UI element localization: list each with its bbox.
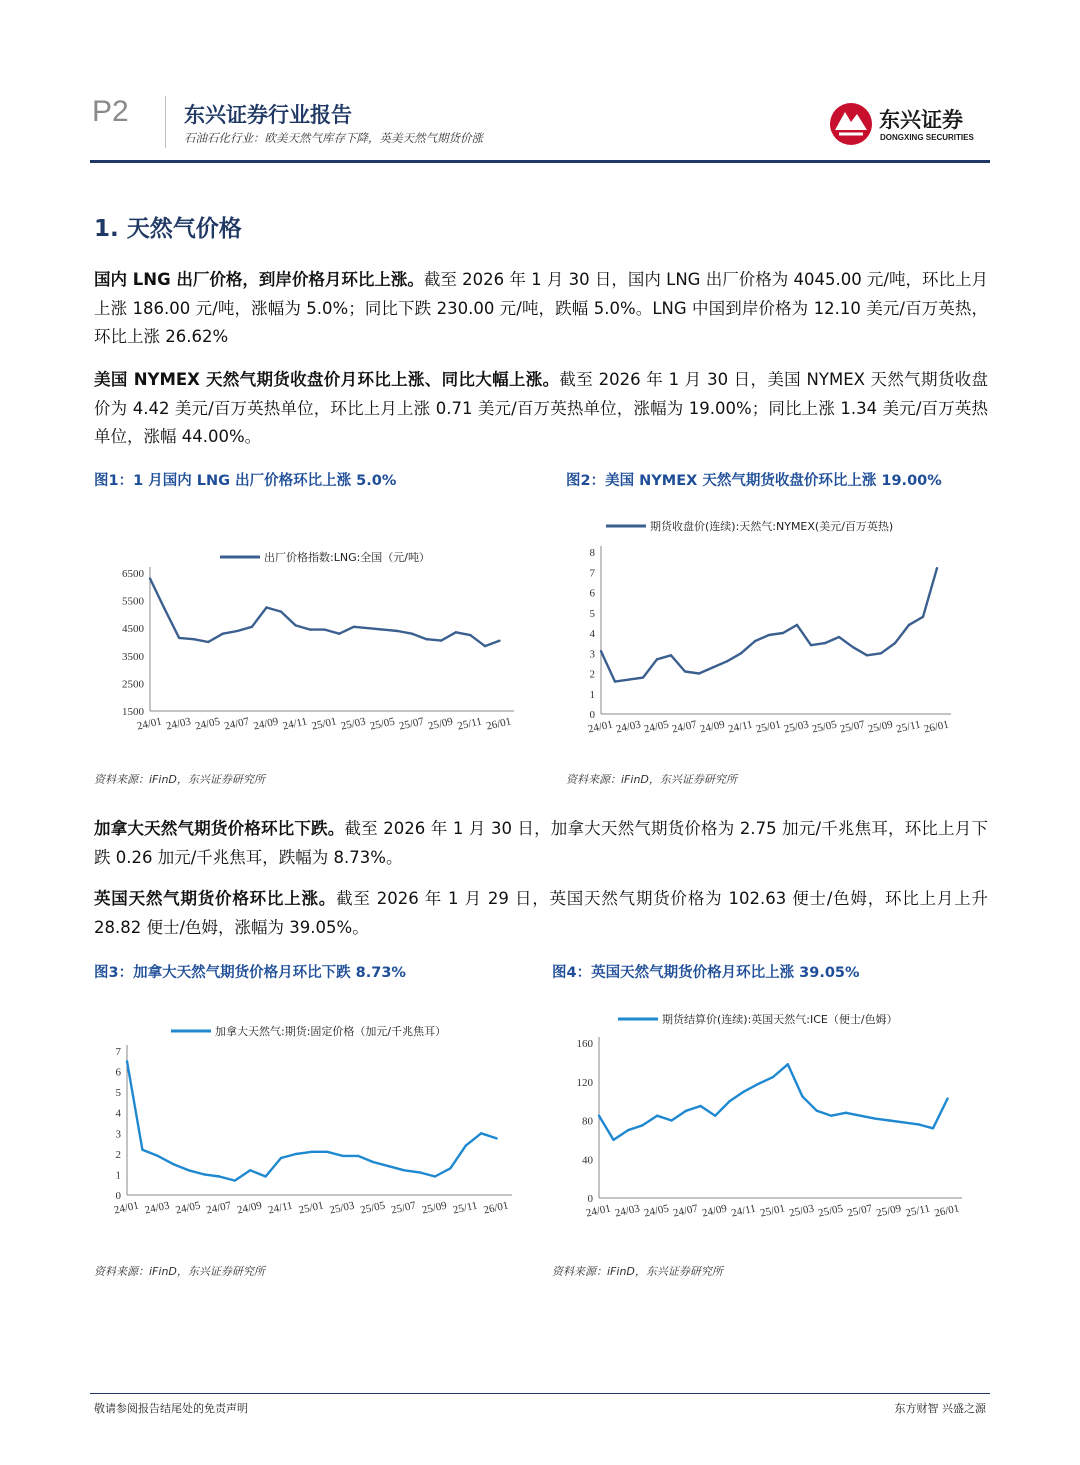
- data-point: [810, 644, 812, 646]
- x-tick-label: 24/05: [642, 1202, 670, 1220]
- data-point: [908, 624, 910, 626]
- x-tick-label: 24/01: [584, 1202, 612, 1220]
- data-point: [782, 632, 784, 634]
- x-tick-label: 25/01: [310, 715, 338, 733]
- data-point: [163, 608, 165, 610]
- data-point: [768, 634, 770, 636]
- data-point: [684, 670, 686, 672]
- legend-label: 期货收盘价(连续):天然气:NYMEX(美元/百万英热): [650, 520, 894, 533]
- y-tick-label: 4500: [122, 623, 144, 636]
- data-point: [627, 1129, 629, 1131]
- data-point: [172, 1163, 174, 1165]
- y-tick-label: 2: [115, 1148, 121, 1161]
- data-point: [126, 1060, 128, 1062]
- x-tick-label: 24/09: [236, 1199, 264, 1217]
- series-line: [601, 568, 937, 681]
- x-tick-label: 25/01: [759, 1202, 787, 1220]
- data-point: [874, 1117, 876, 1119]
- data-point: [495, 1137, 497, 1139]
- data-point: [787, 1063, 789, 1065]
- data-point: [614, 680, 616, 682]
- paragraph-body: 截至 2026 年 1 月 30 日，加拿大天然气期货价格为 2.75 加元/千兆焦耳，环比上月下跌 0.26 加元/千兆焦耳，跌幅为 8.73%。: [94, 819, 989, 867]
- data-point: [388, 1165, 390, 1167]
- x-tick-label: 25/09: [875, 1202, 903, 1220]
- data-point: [670, 654, 672, 656]
- data-point: [280, 1157, 282, 1159]
- data-point: [295, 1153, 297, 1155]
- data-point: [600, 650, 602, 652]
- x-tick-label: 25/07: [390, 1199, 418, 1217]
- y-tick-label: 2: [589, 668, 595, 681]
- data-point: [743, 1090, 745, 1092]
- data-point: [740, 652, 742, 654]
- data-point: [203, 1173, 205, 1175]
- data-point: [728, 1100, 730, 1102]
- data-point: [480, 1132, 482, 1134]
- chart-uk-price: [552, 1005, 992, 1240]
- chart-canada-price: [94, 1015, 534, 1240]
- y-tick-label: 7: [589, 567, 595, 580]
- data-point: [498, 640, 500, 642]
- data-point: [932, 1127, 934, 1129]
- y-tick-label: 5: [589, 607, 595, 620]
- paragraph-nymex: [94, 366, 988, 452]
- x-tick-label: 24/09: [252, 715, 280, 733]
- x-tick-label: 24/11: [730, 1202, 757, 1220]
- data-point: [207, 641, 209, 643]
- x-tick-label: 26/01: [933, 1202, 961, 1220]
- data-point: [656, 658, 658, 660]
- data-point: [714, 1114, 716, 1116]
- x-tick-label: 25/05: [810, 718, 838, 736]
- x-tick-label: 24/09: [701, 1202, 729, 1220]
- data-point: [484, 645, 486, 647]
- x-tick-label: 24/11: [281, 715, 309, 733]
- data-point: [449, 1167, 451, 1169]
- paragraph-uk: [94, 885, 988, 942]
- y-tick-label: 2500: [122, 678, 144, 691]
- data-point: [418, 1171, 420, 1173]
- data-point: [341, 1155, 343, 1157]
- figure-4-title: 图4：英国天然气期货价格月环比上涨 39.05%: [552, 965, 860, 981]
- data-point: [264, 1175, 266, 1177]
- data-point: [149, 577, 151, 579]
- data-point: [372, 1161, 374, 1163]
- report-title: 东兴证券行业报告: [184, 103, 352, 127]
- figure-4-source: 资料来源：iFinD，东兴证券研究所: [552, 1265, 723, 1278]
- logo-cn-text: 东兴证券: [879, 108, 963, 132]
- x-tick-label: 24/01: [112, 1199, 140, 1217]
- series-line: [599, 1064, 948, 1140]
- legend-label: 加拿大天然气:期货:固定价格（加元/千兆焦耳）: [215, 1025, 447, 1038]
- x-tick-label: 25/09: [427, 715, 455, 733]
- data-point: [178, 637, 180, 639]
- data-point: [249, 1169, 251, 1171]
- y-tick-label: 0: [587, 1193, 593, 1205]
- data-point: [598, 1114, 600, 1116]
- figure-3-source: 资料来源：iFinD，东兴证券研究所: [94, 1265, 265, 1278]
- y-tick-label: 4: [589, 628, 595, 640]
- paragraph-body: 截至 2026 年 1 月 30 日，美国 NYMEX 天然气期货收盘价为 4.42 美元/百万英热单位，环比上月上涨 0.71 美元/百万英热单位，涨幅为 19.00%；同比上涨 1.34 美元/百万英热单位，涨幅 44.00%。: [94, 370, 988, 446]
- data-point: [670, 1119, 672, 1121]
- legend-label: 期货结算价(连续):英国天然气:ICE（便士/色姆）: [662, 1013, 898, 1026]
- company-logo: [829, 100, 989, 148]
- paragraph-lead: 美国 NYMEX 天然气期货收盘价月环比上涨、同比大幅上涨。: [94, 370, 560, 389]
- data-point: [946, 1097, 948, 1099]
- data-point: [280, 610, 282, 612]
- x-tick-label: 25/01: [297, 1199, 325, 1217]
- y-tick-label: 3500: [122, 650, 144, 663]
- data-point: [726, 660, 728, 662]
- data-point: [936, 567, 938, 569]
- x-tick-label: 25/03: [339, 715, 367, 733]
- data-point: [866, 654, 868, 656]
- x-tick-label: 26/01: [482, 1199, 510, 1217]
- figure-1-title: 图1：1 月国内 LNG 出厂价格环比上涨 5.0%: [94, 473, 397, 489]
- data-point: [294, 624, 296, 626]
- legend-label: 出厂价格指数:LNG:全国（元/吨）: [264, 551, 430, 564]
- x-tick-label: 24/03: [614, 718, 642, 736]
- data-point: [367, 627, 369, 629]
- series-line: [127, 1061, 497, 1180]
- data-point: [309, 628, 311, 630]
- data-point: [699, 1105, 701, 1107]
- data-point: [338, 633, 340, 635]
- data-point: [222, 633, 224, 635]
- data-point: [425, 638, 427, 640]
- data-point: [830, 1114, 832, 1116]
- data-point: [187, 1169, 189, 1171]
- paragraph-canada: [94, 815, 988, 872]
- x-tick-label: 24/07: [223, 715, 251, 733]
- x-tick-label: 24/01: [135, 715, 163, 733]
- data-point: [859, 1114, 861, 1116]
- x-tick-label: 25/03: [788, 1202, 816, 1220]
- data-point: [698, 672, 700, 674]
- x-tick-label: 25/11: [456, 715, 484, 733]
- data-point: [434, 1175, 436, 1177]
- chart-lng-price: [94, 535, 534, 750]
- x-tick-label: 24/07: [670, 718, 698, 736]
- x-tick-label: 24/11: [727, 718, 754, 736]
- data-point: [234, 1179, 236, 1181]
- footer-slogan: 东方财智 兴盛之源: [894, 1402, 986, 1415]
- data-point: [141, 1149, 143, 1151]
- figure-3-title: 图3：加拿大天然气期货价格月环比下跌 8.73%: [94, 965, 406, 981]
- x-tick-label: 24/03: [613, 1202, 641, 1220]
- paragraph-lead: 加拿大天然气期货价格环比下跌。: [94, 819, 345, 838]
- x-tick-label: 25/05: [817, 1202, 845, 1220]
- data-point: [816, 1110, 818, 1112]
- data-point: [265, 606, 267, 608]
- x-tick-label: 26/01: [485, 715, 513, 733]
- data-point: [801, 1095, 803, 1097]
- data-point: [440, 639, 442, 641]
- logo-en-text: DONGXING SECURITIES: [880, 133, 974, 142]
- data-point: [796, 624, 798, 626]
- y-tick-label: 6: [115, 1066, 121, 1079]
- data-point: [357, 1155, 359, 1157]
- data-point: [888, 1119, 890, 1121]
- x-tick-label: 25/07: [846, 1202, 874, 1220]
- report-subtitle: 石油石化行业：欧美天然气库存下降，英美天然气期货价涨: [184, 131, 483, 145]
- y-tick-label: 0: [115, 1190, 121, 1202]
- data-point: [880, 652, 882, 654]
- data-point: [311, 1151, 313, 1153]
- y-tick-label: 120: [576, 1076, 593, 1089]
- data-point: [852, 646, 854, 648]
- x-tick-label: 25/01: [754, 718, 782, 736]
- page-number: P2: [92, 95, 129, 128]
- y-tick-label: 4: [115, 1107, 121, 1120]
- y-tick-label: 7: [115, 1046, 121, 1058]
- paragraph-body: 截至 2026 年 1 月 30 日，国内 LNG 出厂价格为 4045.00 元/吨，环比上月上涨 186.00 元/吨，涨幅为 5.0%；同比下跌 230.00 元/吨，跌幅 5.0%。LNG 中国到岸价格为 12.10 美元/百万英热，环比上涨 26.62%: [94, 270, 989, 346]
- footer-rule: [90, 1393, 990, 1394]
- x-tick-label: 25/09: [420, 1199, 448, 1217]
- data-point: [754, 640, 756, 642]
- y-tick-label: 5500: [122, 595, 144, 608]
- data-point: [772, 1076, 774, 1078]
- data-point: [326, 1151, 328, 1153]
- data-point: [218, 1175, 220, 1177]
- data-point: [382, 628, 384, 630]
- data-point: [396, 630, 398, 632]
- data-point: [403, 1169, 405, 1171]
- data-point: [894, 642, 896, 644]
- y-tick-label: 6: [589, 587, 595, 600]
- chart-nymex-price: [566, 510, 991, 750]
- data-point: [455, 631, 457, 633]
- data-point: [469, 634, 471, 636]
- data-point: [612, 1139, 614, 1141]
- data-point: [353, 626, 355, 628]
- x-tick-label: 25/03: [782, 718, 810, 736]
- data-point: [324, 628, 326, 630]
- data-point: [758, 1082, 760, 1084]
- data-point: [838, 636, 840, 638]
- x-tick-label: 26/01: [922, 718, 950, 736]
- paragraph-lead: 英国天然气期货价格环比上涨。: [94, 889, 337, 908]
- x-tick-label: 24/05: [174, 1199, 202, 1217]
- figure-1-source: 资料来源：iFinD，东兴证券研究所: [94, 773, 265, 786]
- y-tick-label: 0: [589, 709, 595, 721]
- x-tick-label: 25/05: [368, 715, 396, 733]
- data-point: [922, 616, 924, 618]
- x-tick-label: 24/03: [164, 715, 193, 733]
- data-point: [157, 1155, 159, 1157]
- x-tick-label: 24/07: [671, 1202, 700, 1220]
- y-tick-label: 40: [582, 1154, 593, 1167]
- x-tick-label: 24/03: [143, 1199, 171, 1217]
- data-point: [641, 1124, 643, 1126]
- paragraph-lng: [94, 266, 988, 352]
- data-point: [685, 1110, 687, 1112]
- y-tick-label: 1500: [122, 706, 144, 718]
- data-point: [712, 666, 714, 668]
- x-tick-label: 25/05: [359, 1199, 387, 1217]
- data-point: [628, 678, 630, 680]
- x-tick-label: 25/11: [895, 718, 922, 736]
- data-point: [917, 1123, 919, 1125]
- x-tick-label: 25/11: [904, 1202, 932, 1220]
- y-tick-label: 80: [582, 1115, 593, 1128]
- data-point: [411, 633, 413, 635]
- x-tick-label: 24/07: [205, 1199, 233, 1217]
- x-tick-label: 25/03: [328, 1199, 356, 1217]
- x-tick-label: 24/05: [194, 715, 222, 733]
- x-tick-label: 24/09: [698, 718, 726, 736]
- x-tick-label: 25/11: [451, 1199, 479, 1217]
- data-point: [465, 1144, 467, 1146]
- paragraph-lead: 国内 LNG 出厂价格，到岸价格月环比上涨。: [94, 270, 424, 289]
- y-tick-label: 8: [589, 547, 595, 559]
- data-point: [845, 1112, 847, 1114]
- y-tick-label: 3: [115, 1128, 121, 1141]
- header-rule: [90, 160, 990, 163]
- data-point: [251, 626, 253, 628]
- x-tick-label: 24/11: [267, 1199, 294, 1217]
- x-tick-label: 24/01: [586, 718, 614, 736]
- data-point: [656, 1114, 658, 1116]
- x-tick-label: 24/05: [642, 718, 670, 736]
- y-tick-label: 160: [576, 1038, 593, 1050]
- series-line: [150, 579, 499, 647]
- x-tick-label: 25/07: [838, 718, 866, 736]
- x-tick-label: 25/07: [397, 715, 425, 733]
- data-point: [903, 1121, 905, 1123]
- data-point: [236, 630, 238, 632]
- logo-emblem-icon: [829, 100, 989, 148]
- data-point: [824, 642, 826, 644]
- figure-2-title: 图2：美国 NYMEX 天然气期货收盘价环比上涨 19.00%: [566, 473, 942, 489]
- y-tick-label: 6500: [122, 568, 144, 580]
- y-tick-label: 1: [589, 688, 595, 701]
- y-tick-label: 1: [115, 1169, 121, 1182]
- header-separator: [165, 96, 166, 148]
- paragraph-body: 截至 2026 年 1 月 29 日，英国天然气期货价格为 102.63 便士/色姆，环比上月上升 28.82 便士/色姆，涨幅为 39.05%。: [94, 889, 988, 937]
- data-point: [642, 676, 644, 678]
- y-tick-label: 5: [115, 1087, 121, 1100]
- section-title: 1. 天然气价格: [94, 216, 242, 242]
- y-tick-label: 3: [589, 648, 595, 661]
- data-point: [192, 638, 194, 640]
- x-tick-label: 25/09: [866, 718, 894, 736]
- footer-disclaimer: 敬请参阅报告结尾处的免责声明: [94, 1402, 248, 1415]
- figure-2-source: 资料来源：iFinD，东兴证券研究所: [566, 773, 737, 786]
